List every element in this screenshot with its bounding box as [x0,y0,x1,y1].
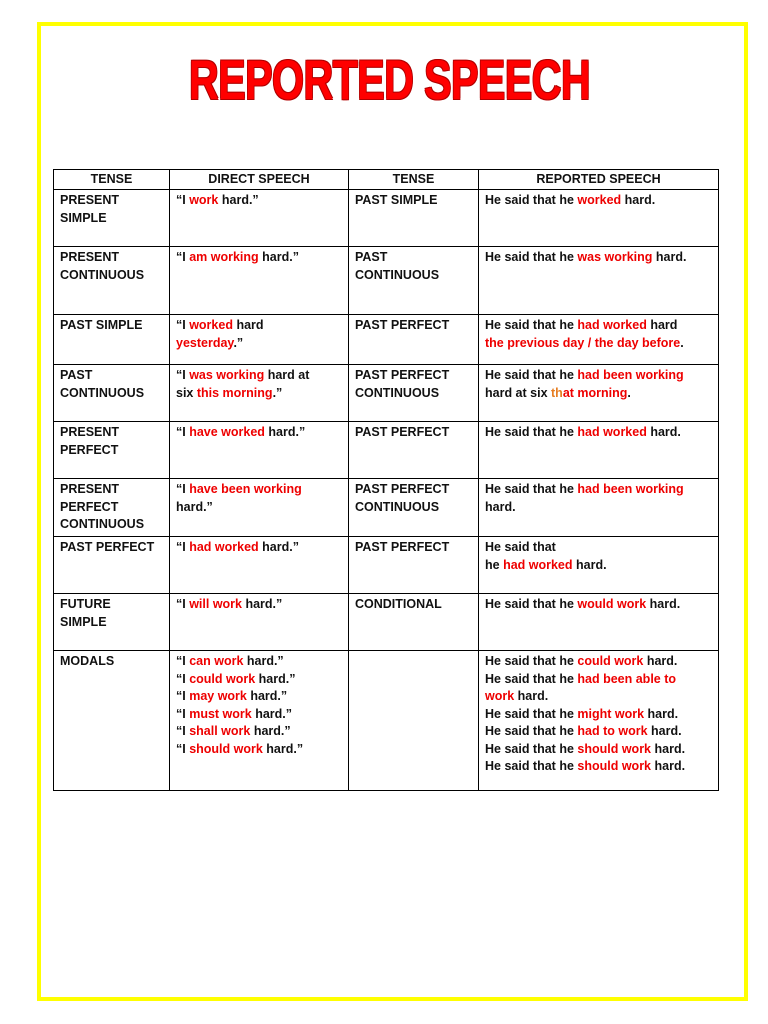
highlighted-text: work [189,193,219,207]
reported-tense-cell [349,537,479,594]
reported-tense-cell [349,190,479,247]
text-segment: hard. [646,597,681,611]
text-segment: He said that he [485,759,578,773]
text-segment: “I [176,741,190,756]
text-segment: He said that he [485,318,578,332]
highlighted-text: could work [189,671,256,686]
highlighted-text: had worked [503,557,573,572]
text-segment: hard.” [255,671,296,686]
tense-cell-line: PAST PERFECT [60,540,155,554]
reported-tense-cell-line: PAST [355,250,388,264]
text-segment: He said that he [485,250,578,264]
reported-tense-cell-line: CONTINUOUS [355,385,440,400]
text-segment: hard at six [485,385,551,400]
highlighted-text: have been working [189,482,302,496]
reported-speech-cell-line [485,723,712,741]
highlighted-text: the previous day / the day before [485,335,681,350]
tense-cell-line: CONTINUOUS [60,267,145,282]
table-row [54,190,719,247]
reported-speech-cell-line [485,741,712,759]
tense-cell-line: PRESENT [60,482,120,496]
direct-speech-cell [170,422,349,479]
reported-speech-cell-line [485,653,712,671]
reported-speech-cell-line [485,192,712,210]
reported-speech-cell-line [485,424,712,442]
highlighted-text: this morning [196,385,273,400]
reported-tense-cell-line: PAST PERFECT [355,318,450,332]
text-segment: hard.” [243,654,284,668]
table-row [54,594,719,651]
tense-cell-line: PERFECT [60,499,119,514]
direct-speech-cell-line [176,481,342,499]
text-segment: He said that he [485,368,578,382]
text-segment: hard [646,318,678,332]
tense-cell-line: CONTINUOUS [60,517,145,531]
direct-speech-cell-line [176,539,342,557]
text-segment: “I [176,654,190,668]
reported-speech-cell-line [485,557,712,575]
text-segment: hard at [264,368,310,382]
highlighted-text: could work [577,654,644,668]
table-row [54,651,719,791]
header-tense: TENSE [54,170,170,190]
text-segment: “I [176,482,190,496]
reported-speech-cell-line [485,758,712,776]
reported-tense-cell-line: PAST PERFECT [355,425,450,439]
table-row [54,315,719,365]
reported-speech-cell-line [485,481,712,499]
reported-speech-cell-line [485,688,712,706]
text-segment: six [176,385,197,400]
tense-cell [54,247,170,315]
reported-speech-cell [479,651,719,791]
table-row [54,479,719,537]
highlighted-text: will work [189,597,242,611]
tense-cell [54,479,170,537]
highlighted-text: had worked [577,425,647,439]
highlighted-text: can work [189,654,244,668]
text-segment: . [680,335,684,350]
direct-speech-cell-line [176,671,342,689]
tense-cell [54,651,170,791]
reported-tense-cell [349,315,479,365]
text-segment: hard.” [242,597,283,611]
reported-tense-cell-line: CONTINUOUS [355,267,440,282]
text-segment: “I [176,689,190,703]
highlighted-text: may work [189,689,247,703]
reported-speech-cell-line [485,249,712,267]
text-segment: . [627,385,631,400]
highlighted-text: had been working [577,368,684,382]
reported-speech-cell [479,422,719,479]
text-segment: hard [232,318,264,332]
text-segment: hard. [514,689,549,703]
reported-speech-cell [479,247,719,315]
highlighted-text: might work [577,706,645,721]
direct-speech-cell-line [176,249,342,267]
reported-speech-cell-line [485,317,712,335]
text-segment: He said that he [485,741,578,756]
text-segment: hard. [651,759,686,773]
highlighted-text: shall work [189,724,251,738]
text-segment: hard. [644,706,679,721]
reported-tense-cell-line: PAST PERFECT [355,540,450,554]
highlighted-text: was working [577,250,653,264]
direct-speech-cell [170,537,349,594]
text-segment: hard. [572,557,607,572]
text-segment: hard.” [258,540,299,554]
text-segment: He said that he [485,706,578,721]
highlighted-text: work [485,689,515,703]
text-segment: “I [176,425,190,439]
text-segment: hard.” [258,250,299,264]
highlighted-text: am working [189,250,259,264]
direct-speech-cell [170,594,349,651]
direct-speech-cell [170,315,349,365]
table-row [54,247,719,315]
reported-speech-cell [479,594,719,651]
direct-speech-cell-line [176,596,342,614]
highlighted-text: had been working [577,482,684,496]
text-segment: “I [176,724,190,738]
tense-cell-line: CONTINUOUS [60,385,145,400]
reported-tense-cell [349,422,479,479]
text-segment: hard. [621,193,656,207]
tense-cell-line: FUTURE [60,597,111,611]
reported-speech-cell [479,315,719,365]
highlighted-text: at morning [562,385,628,400]
text-segment: .” [233,335,244,350]
text-segment: .” [272,385,283,400]
tense-cell-line: PRESENT [60,250,120,264]
direct-speech-cell-line [176,653,342,671]
text-segment: hard. [643,654,678,668]
text-segment: “I [176,597,190,611]
highlighted-text: had to work [577,724,648,738]
text-segment: He said that he [485,597,578,611]
direct-speech-cell [170,479,349,537]
reported-speech-cell-line [485,671,712,689]
table-header-row [54,170,719,190]
direct-speech-cell [170,365,349,422]
reported-tense-cell-line: CONDITIONAL [355,597,442,611]
reported-tense-cell [349,594,479,651]
reported-tense-cell [349,365,479,422]
reported-speech-cell-line [485,596,712,614]
header-reported-speech: REPORTED SPEECH [479,170,719,190]
reported-speech-cell [479,537,719,594]
text-segment: He said that he [485,671,578,686]
reported-speech-cell [479,365,719,422]
text-segment: he [485,557,504,572]
direct-speech-cell-line [176,424,342,442]
text-segment: hard.” [251,706,293,721]
highlighted-text: worked [577,193,622,207]
tense-cell [54,594,170,651]
text-segment: “I [176,671,190,686]
text-segment: He said that [485,540,556,554]
reported-speech-cell-line [485,706,712,724]
reported-tense-cell-line: PAST PERFECT [355,368,450,382]
text-segment: He said that he [485,654,578,668]
highlighted-text: was working [189,368,265,382]
direct-speech-cell [170,651,349,791]
text-segment: hard. [647,724,682,738]
text-segment: “I [176,706,190,721]
table-row [54,365,719,422]
text-segment: hard.” [250,724,291,738]
reported-speech-cell-line [485,335,712,353]
tense-cell-line: SIMPLE [60,210,107,225]
highlighted-text: had worked [577,318,647,332]
text-segment: “I [176,318,190,332]
table-body [54,190,719,791]
text-segment: hard. [485,499,516,514]
direct-speech-cell-line [176,723,342,741]
reported-speech-cell [479,190,719,247]
highlighted-text: had been able to [577,671,677,686]
reported-speech-cell [479,479,719,537]
text-segment: hard. [652,250,687,264]
reported-tense-cell [349,479,479,537]
reported-tense-cell-line: CONTINUOUS [355,499,440,514]
direct-speech-cell-line [176,335,342,353]
text-segment: He said that he [485,193,578,207]
tense-cell [54,537,170,594]
reported-tense-cell-line: PAST SIMPLE [355,193,438,207]
highlighted-text: must work [189,706,252,721]
tense-cell-line: PAST [60,368,93,382]
direct-speech-cell-line [176,192,342,210]
text-segment: hard.” [264,425,306,439]
text-segment: hard.” [176,499,213,514]
direct-speech-cell-line [176,741,342,759]
header-direct-speech: DIRECT SPEECH [170,170,349,190]
direct-speech-cell-line [176,367,342,385]
highlighted-text: had worked [189,540,259,554]
table-row [54,422,719,479]
direct-speech-cell-line [176,317,342,335]
highlighted-text: yesterday [176,335,234,350]
text-segment: He said that he [485,724,578,738]
direct-speech-cell-line [176,385,342,403]
highlighted-text: would work [577,597,647,611]
text-segment: hard.” [218,193,259,207]
reported-speech-cell-line [485,367,712,385]
text-segment: hard.” [262,741,304,756]
text-segment: “I [176,540,190,554]
highlighted-text: should work [577,759,652,773]
text-segment: “I [176,193,190,207]
reported-speech-cell-line [485,539,712,557]
text-segment: hard.” [246,689,288,703]
reported-tense-cell-line: PAST PERFECT [355,482,450,496]
tense-cell [54,190,170,247]
reported-speech-cell-line [485,385,712,403]
reported-tense-cell [349,247,479,315]
text-segment: hard. [651,741,686,756]
text-segment: “I [176,250,190,264]
direct-speech-cell-line [176,706,342,724]
highlighted-text: worked [189,318,233,332]
tense-cell-line: SIMPLE [60,614,107,629]
direct-speech-cell-line [176,688,342,706]
reported-speech-table [53,169,719,791]
text-segment: hard. [646,425,681,439]
tense-cell [54,422,170,479]
highlighted-text: should work [577,741,652,756]
reported-speech-cell-line [485,499,712,517]
tense-cell-line: MODALS [60,654,115,668]
highlighted-text: have worked [189,425,265,439]
header-tense-reported: TENSE [349,170,479,190]
tense-cell-line: PERFECT [60,442,119,457]
page-title: REPORTED SPEECH [188,48,590,111]
direct-speech-cell-line [176,499,342,517]
text-segment: He said that he [485,482,578,496]
highlighted-text: th [551,385,563,400]
highlighted-text: should work [189,741,263,756]
tense-cell-line: PRESENT [60,425,120,439]
reported-tense-cell [349,651,479,791]
tense-cell [54,365,170,422]
tense-cell-line: PAST SIMPLE [60,318,143,332]
tense-cell-line: PRESENT [60,193,120,207]
direct-speech-cell [170,247,349,315]
table-row [54,537,719,594]
text-segment: He said that he [485,425,578,439]
text-segment: “I [176,368,190,382]
direct-speech-cell [170,190,349,247]
tense-cell [54,315,170,365]
